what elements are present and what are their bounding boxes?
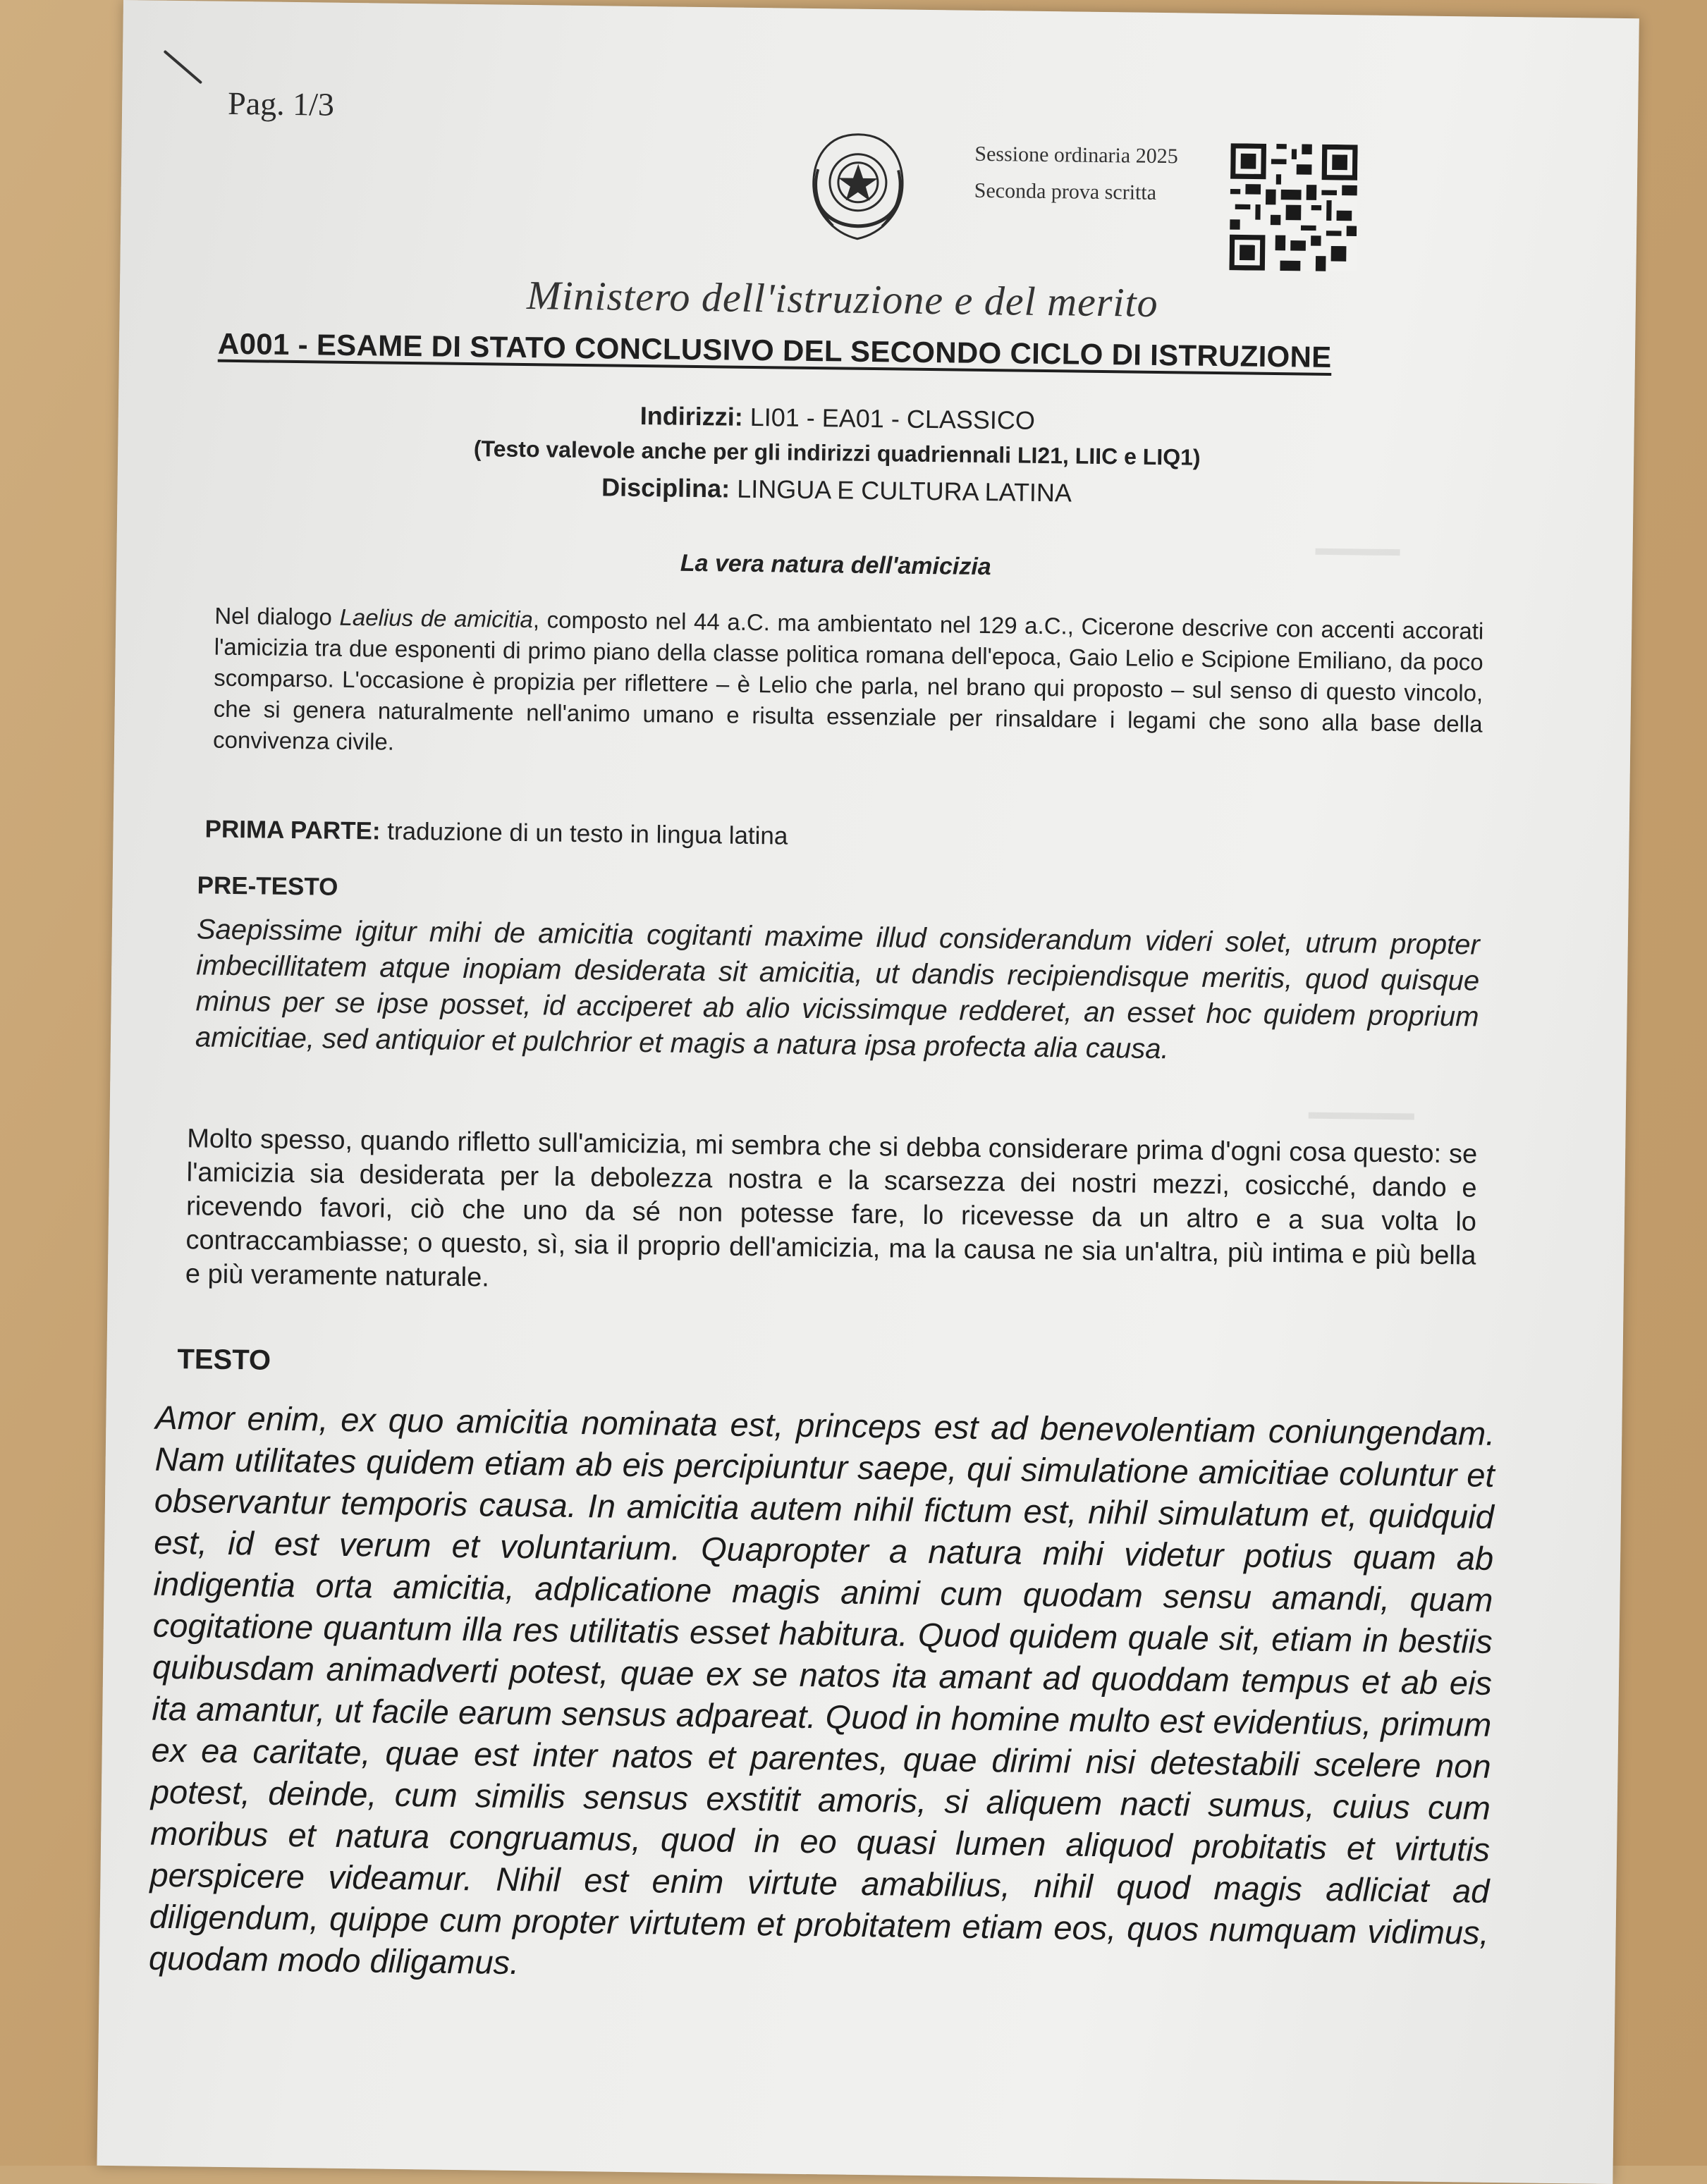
pretesto-translation: Molto spesso, quando rifletto sull'amicizia, mi sembra che si debba considerare prima d'ogni cosa questo: se l'amicizia sia desiderata per la debolezza nostra e la scarsezza dei nostri mezzi, cosicché, dando e ricevendo favori, ciò che uno da sé non potesse fare, lo ricevesse da un altro e a sua volta lo contraccambiasse; o questo, sì, sia il proprio dell'amicizia, ma la causa ne sia un'altra, più intima e più bella e più veramente naturale. (185, 1124, 1478, 1293)
disciplina-label: Disciplina: (601, 472, 730, 503)
intro-work-title: Laelius de amicitia (339, 603, 534, 633)
prima-parte-heading (204, 816, 788, 851)
exam-title: A001 - ESAME DI STATO CONCLUSIVO DEL SECONDO CICLO DI ISTRUZIONE (217, 326, 1332, 374)
indirizzi-value: LI01 - EA01 - CLASSICO (750, 402, 1036, 435)
bleed-through-mark: ▬▬▬▬ (1315, 536, 1400, 561)
prima-parte-label: PRIMA PARTE: (204, 815, 381, 845)
pretesto-latin: Saepissime igitur mihi de amicitia cogitanti maxime illud considerandum videri solet, utrum propter imbecillitatem atque inopiam desiderata sit amicitia, ut dandis recipiendisque meritis, quod quisque minus per se ipse posset, id acciperet ab alio vicissimque redderet, an esset hoc quidem proprium amicitiae, sed antiquior et pulchrior et magis a natura ipsa profecta alia causa. (195, 914, 1481, 1065)
ministry-name: Ministero dell'istruzione e del merito (526, 272, 1159, 326)
disciplina-value: LINGUA E CULTURA LATINA (736, 474, 1072, 508)
passage-title: La vera natura dell'amicizia (680, 549, 991, 581)
republic-emblem-icon (804, 127, 912, 245)
page-number: Pag. 1/3 (227, 85, 335, 123)
exam-test-type: Seconda prova scritta (974, 178, 1157, 204)
quadriennali-note: (Testo valevole anche per gli indirizzi quadriennali LI21, LIIC e LIQ1) (473, 436, 1201, 470)
bleed-through-mark: ▬▬▬▬▬ (1308, 1100, 1415, 1125)
session-type: Sessione ordinaria 2025 (974, 142, 1178, 168)
testo-label: TESTO (177, 1344, 271, 1376)
session-info (974, 136, 1178, 212)
qr-code-icon (1229, 143, 1357, 271)
passage-intro (213, 601, 1484, 771)
disciplina-line (117, 467, 1555, 514)
pretesto-label: PRE-TESTO (197, 871, 338, 901)
indirizzi-label: Indirizzi: (640, 400, 743, 431)
exam-page (97, 0, 1639, 2184)
prima-parte-text: traduzione di un testo in lingua latina (387, 817, 788, 850)
intro-start: Nel dialogo (214, 602, 340, 630)
testo-latin: Amor enim, ex quo amicitia nominata est, princeps est ad benevolentiam coniungendam. Nam utilitates quidem etiam ab eis percipiuntur saepe, qui simulatione amicitiae coluntur et observantur temporis causa. In amicitia autem nihil fictum est, nihil simulatum et, quidquid est, id est verum et voluntarium. Quapropter a natura mihi videtur potius quam ab indigentia orta amicitia, adplicatione magis animi cum quodam sensu amandi, quam cogitatione quantum illa res utilitatis esset habitura. Quod quidem quale sit, etiam in bestiis quibusdam animadverti potest, quae ex se natos ita amant ad quoddam tempus et ab eis ita amantur, ut facile earum sensus adpareat. Quod in homine multo est evidentius, primum ex ea caritate, quae est inter natos et parentes, quae dirimi nisi detestabili scelere non potest, deinde, cum similis sensus exstitit amoris, si aliquem nacti sumus, cuius cum moribus et natura congruamus, quod in eo quasi lumen aliquod probitatis et virtutis perspicere videamur. Nihil est enim virtute amabilius, nihil quod magis adliciat ad diligendum, quippe cum propter virtutem et probitatem etiam eos, quos numquam vidimus, quodam modo diligamus. (148, 1398, 1495, 1982)
pen-mark (164, 50, 203, 85)
intro-rest: , composto nel 44 a.C. ma ambientato nel 129 a.C., Cicerone descrive con accenti accorati l'amicizia tra due esponenti di primo piano della classe politica romana dell'epoca, Gaio Lelio e Scipione Emiliano, da poco scomparso. L'occasione è propizia per riflettere – è Lelio che parla, nel brano qui proposto – sul senso di questo vincolo, che si genera naturalmente nell'animo umano e risulta essenziale per rinsaldare i legami che sono alla base della convivenza civile. (212, 606, 1484, 755)
